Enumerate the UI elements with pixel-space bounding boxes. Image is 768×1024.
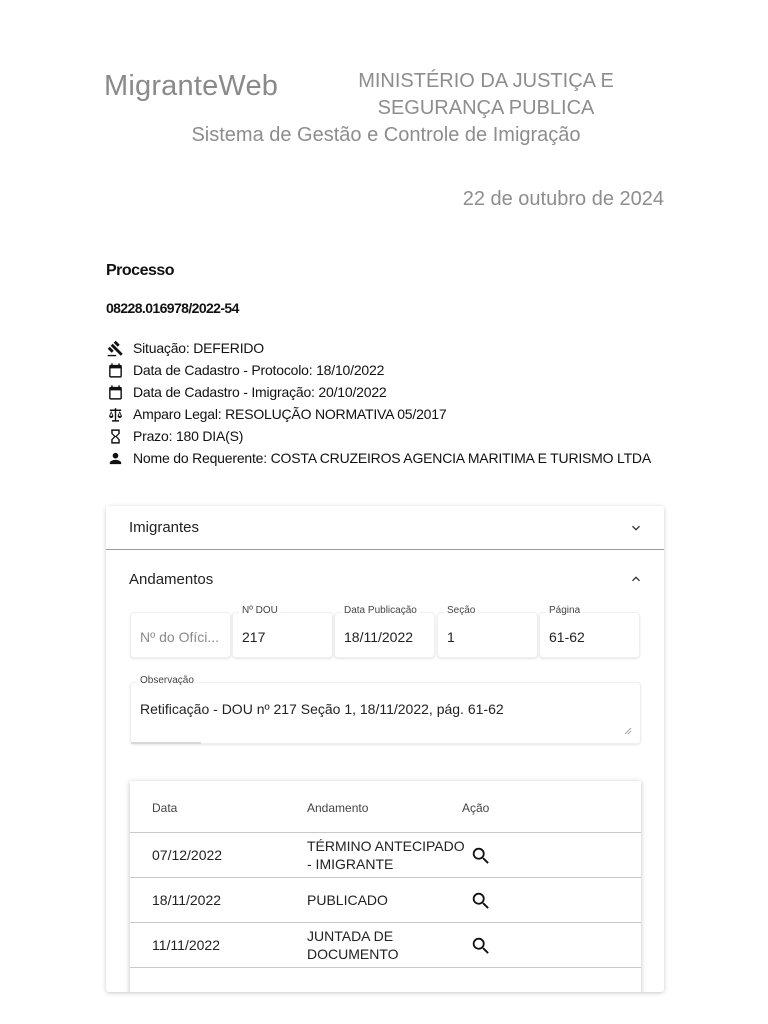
person-icon [106, 449, 124, 467]
gavel-icon [106, 339, 124, 357]
row-date: 07/12/2022 [152, 847, 223, 863]
row-date: 18/11/2022 [152, 892, 222, 908]
accordion-andamentos[interactable] [106, 550, 664, 608]
info-text: Situação: DEFERIDO [133, 340, 264, 356]
chevron-down-icon[interactable] [628, 520, 644, 536]
chevron-up-icon[interactable] [628, 571, 644, 587]
accordion-andamentos-label: Andamentos [129, 570, 214, 588]
info-row-imigracao [106, 381, 651, 403]
calendar-icon [106, 383, 124, 401]
ministry-name: MINISTÉRIO DA JUSTIÇA E SEGURANÇA PUBLICA [358, 70, 614, 119]
info-text: Prazo: 180 DIA(S) [133, 428, 244, 444]
data-publicacao-field[interactable] [334, 605, 435, 658]
info-text: Data de Cadastro - Protocolo: 18/10/2022 [133, 362, 385, 378]
hourglass-icon [106, 427, 124, 445]
app-brand: MigranteWeb [104, 70, 279, 102]
calendar-icon [106, 361, 124, 379]
info-text: Amparo Legal: RESOLUÇÃO NORMATIVA 05/2017 [133, 406, 447, 422]
system-name: Sistema de Gestão e Controle de Imigração [191, 124, 581, 146]
row-date: 11/11/2022 [152, 937, 220, 953]
info-text: Data de Cadastro - Imigração: 20/10/2022 [133, 384, 387, 400]
dou-field[interactable] [232, 605, 333, 658]
observacao-label: Observação [137, 675, 197, 686]
observacao-value: Retificação - DOU nº 217 Seção 1, 18/11/2022, pág. 61-62 [140, 701, 504, 717]
oficio-field[interactable] [130, 612, 231, 658]
search-icon[interactable] [470, 845, 492, 867]
table-row [130, 878, 641, 923]
info-row-amparo [106, 403, 651, 425]
search-icon[interactable] [470, 890, 492, 912]
info-text: Nome do Requerente: COSTA CRUZEIROS AGENCIA MARITIMA E TURISMO LTDA [133, 450, 651, 466]
col-header-data: Data [152, 801, 178, 815]
row-andamento: TÉRMINO ANTECIPADO - IMIGRANTE [307, 838, 465, 872]
table-row [130, 923, 641, 968]
secao-label: Seção [444, 605, 478, 616]
field-underline [131, 742, 201, 744]
info-row-requerente [106, 447, 651, 469]
info-row-prazo [106, 425, 651, 447]
accordion-imigrantes-label: Imigrantes [129, 519, 200, 536]
pagina-label: Página [546, 605, 583, 616]
resize-handle-icon[interactable] [624, 727, 632, 735]
info-row-protocolo [106, 359, 651, 381]
accordion-panel [106, 506, 664, 992]
pagina-field[interactable] [539, 605, 640, 658]
andamentos-table [130, 781, 641, 992]
process-title: Processo [106, 262, 175, 279]
data-publicacao-label: Data Publicação [341, 605, 420, 616]
process-info-list [106, 337, 651, 469]
secao-value: 1 [447, 629, 455, 645]
table-row [130, 833, 641, 878]
table-header [130, 781, 641, 833]
oficio-placeholder: Nº do Ofíci... [140, 629, 220, 645]
info-row-situacao [106, 337, 651, 359]
row-andamento: PUBLICADO [307, 892, 388, 908]
row-andamento: JUNTADA DE DOCUMENTO [307, 928, 399, 962]
dou-label: Nº DOU [239, 605, 281, 616]
accordion-imigrantes[interactable] [106, 506, 664, 550]
pagina-value: 61-62 [549, 629, 585, 645]
data-publicacao-value: 18/11/2022 [344, 629, 414, 645]
current-date: 22 de outubro de 2024 [462, 188, 664, 210]
search-icon[interactable] [470, 935, 492, 957]
process-number: 08228.016978/2022-54 [106, 300, 239, 316]
observacao-textarea[interactable] [130, 675, 641, 744]
andamento-form [130, 605, 641, 658]
col-header-andamento: Andamento [307, 801, 369, 815]
balance-scale-icon [106, 405, 124, 423]
col-header-acao: Ação [462, 801, 490, 815]
dou-value: 217 [242, 629, 266, 645]
secao-field[interactable] [437, 605, 538, 658]
